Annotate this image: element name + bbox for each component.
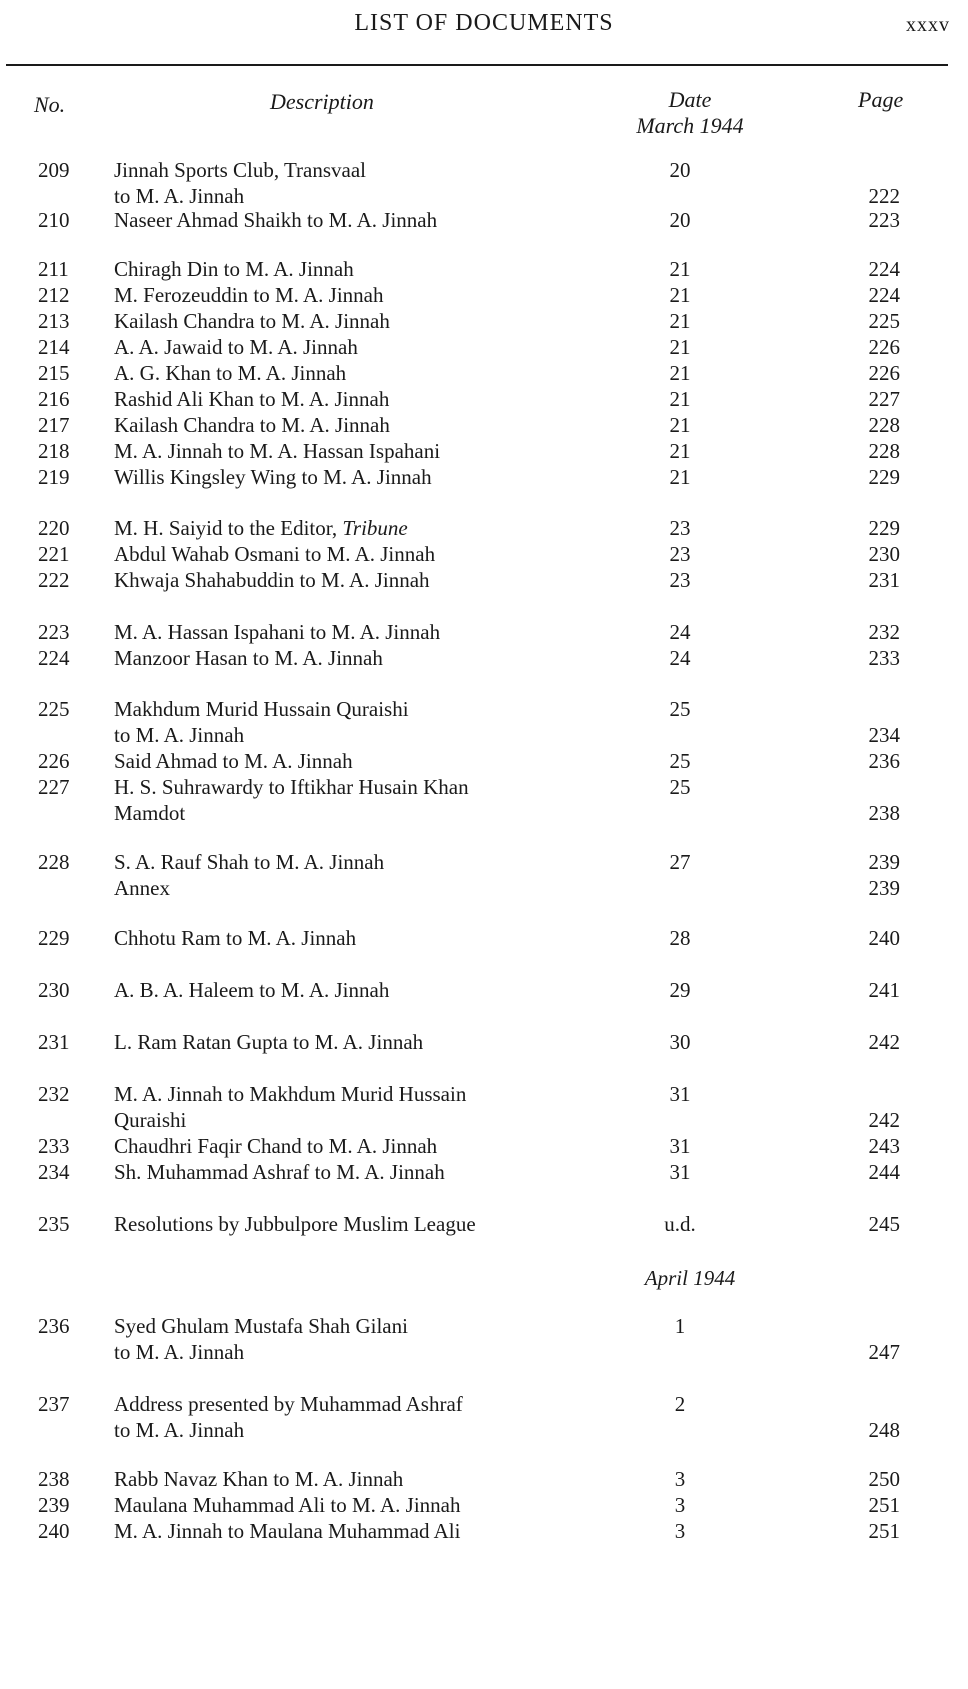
entry-date: 21 [669,257,691,281]
entry-number: 216 [38,387,70,411]
entry-page: 247 [868,1340,900,1364]
entry-date: 2 [674,1392,686,1416]
entry-description: S. A. Rauf Shah to M. A. Jinnah [114,850,385,874]
entry-date: 21 [669,413,691,437]
entry-page: 230 [868,542,900,566]
entry-date: 23 [669,542,691,566]
entry-number: 229 [38,926,70,950]
entry-date: 3 [674,1493,686,1517]
entry-date: 21 [669,361,691,385]
entry-description: Chaudhri Faqir Chand to M. A. Jinnah [114,1134,438,1158]
entry-description: to M. A. Jinnah [114,723,245,747]
entry-description: Rashid Ali Khan to M. A. Jinnah [114,387,390,411]
entry-date: 25 [669,749,691,773]
entry-date: 21 [669,283,691,307]
entry-description: M. Ferozeuddin to M. A. Jinnah [114,283,384,307]
entry-description: Willis Kingsley Wing to M. A. Jinnah [114,465,432,489]
entry-date: 21 [669,465,691,489]
entry-date: 31 [669,1134,691,1158]
entry-description: Kailash Chandra to M. A. Jinnah [114,413,390,437]
header-rule [6,64,948,66]
entry-number: 231 [38,1030,70,1054]
entry-description: Said Ahmad to M. A. Jinnah [114,749,353,773]
entry-date: 29 [669,978,691,1002]
entry-description: Maulana Muhammad Ali to M. A. Jinnah [114,1493,461,1517]
entry-page: 239 [868,850,900,874]
entry-date: 20 [669,158,691,182]
entry-description: Syed Ghulam Mustafa Shah Gilani [114,1314,408,1338]
entry-page: 243 [868,1134,900,1158]
entry-description: Annex [114,876,170,900]
entry-description: A. A. Jawaid to M. A. Jinnah [114,335,358,359]
entry-number: 217 [38,413,70,437]
entry-page: 248 [868,1418,900,1442]
entry-description: Mamdot [114,801,186,825]
entry-page: 228 [868,439,900,463]
entry-description: H. S. Suhrawardy to Iftikhar Husain Khan [114,775,469,799]
entry-number: 234 [38,1160,70,1184]
entry-description: Quraishi [114,1108,187,1132]
entry-number: 235 [38,1212,70,1236]
entry-number: 237 [38,1392,70,1416]
entry-number: 236 [38,1314,70,1338]
entry-number: 213 [38,309,70,333]
entry-description: to M. A. Jinnah [114,1418,245,1442]
entry-number: 232 [38,1082,70,1106]
entry-page: 238 [868,801,900,825]
entry-description: M. A. Hassan Ispahani to M. A. Jinnah [114,620,441,644]
entry-page: 224 [868,283,900,307]
entry-number: 223 [38,620,70,644]
entry-number: 212 [38,283,70,307]
page-header [0,0,968,68]
entry-date: 21 [669,439,691,463]
entry-number: 224 [38,646,70,670]
entry-page: 229 [868,465,900,489]
entry-date: 25 [669,697,691,721]
entry-description: Kailash Chandra to M. A. Jinnah [114,309,390,333]
entry-page: 240 [868,926,900,950]
entry-number: 219 [38,465,70,489]
column-header-date-month: March 1944 [636,113,744,138]
entry-description: M. A. Jinnah to Makhdum Murid Hussain [114,1082,467,1106]
entry-description: Sh. Muhammad Ashraf to M. A. Jinnah [114,1160,445,1184]
entry-date: 21 [669,387,691,411]
entry-page: 236 [868,749,900,773]
entry-description: Jinnah Sports Club, Transvaal [114,158,367,182]
entry-number: 210 [38,208,70,232]
entry-date: u.d. [664,1212,696,1236]
entry-date: 21 [669,309,691,333]
entry-number: 222 [38,568,70,592]
entry-description: M. H. Saiyid to the Editor, Tribune [114,516,408,540]
entry-number: 221 [38,542,70,566]
entry-date: 28 [669,926,691,950]
entry-page: 225 [868,309,900,333]
entry-description: A. G. Khan to M. A. Jinnah [114,361,347,385]
entry-date: 3 [674,1467,686,1491]
entry-description: A. B. A. Haleem to M. A. Jinnah [114,978,390,1002]
entry-page: 251 [868,1493,900,1517]
folio: xxxv [906,14,950,36]
entry-page: 232 [868,620,900,644]
entry-description: Khwaja Shahabuddin to M. A. Jinnah [114,568,430,592]
entry-page: 241 [868,978,900,1002]
entry-page: 242 [868,1030,900,1054]
entry-number: 215 [38,361,70,385]
entry-page: 251 [868,1519,900,1543]
entry-date: 23 [669,568,691,592]
entry-description: to M. A. Jinnah [114,1340,245,1364]
entry-date: 27 [669,850,691,874]
entry-description: Chhotu Ram to M. A. Jinnah [114,926,357,950]
entry-number: 226 [38,749,70,773]
entry-date: 20 [669,208,691,232]
entry-number: 240 [38,1519,70,1543]
entry-number: 228 [38,850,70,874]
column-header-page: Page [858,87,904,112]
entry-page: 244 [868,1160,900,1184]
entry-date: 31 [669,1082,691,1106]
entry-number: 214 [38,335,70,359]
entry-page: 226 [868,361,900,385]
entry-description: M. A. Jinnah to M. A. Hassan Ispahani [114,439,441,463]
entry-date: 24 [669,646,691,670]
entry-description: to M. A. Jinnah [114,184,245,208]
entry-page: 228 [868,413,900,437]
entry-page: 242 [868,1108,900,1132]
column-header-date [625,87,755,139]
entry-number: 238 [38,1467,70,1491]
entry-page: 223 [868,208,900,232]
entry-date: 30 [669,1030,691,1054]
entry-date: 23 [669,516,691,540]
entry-description: Address presented by Muhammad Ashraf [114,1392,463,1416]
entry-number: 211 [38,257,69,281]
running-head: LIST OF DOCUMENTS [354,10,614,36]
column-header-date-label: Date [668,87,712,112]
entry-page: 250 [868,1467,900,1491]
column-header-description: Description [270,89,374,114]
entry-date: 31 [669,1160,691,1184]
entry-description: Naseer Ahmad Shaikh to M. A. Jinnah [114,208,438,232]
entry-number: 220 [38,516,70,540]
entry-page: 245 [868,1212,900,1236]
entry-description: Resolutions by Jubbulpore Muslim League [114,1212,476,1236]
entry-number: 209 [38,158,70,182]
entry-date: 3 [674,1519,686,1543]
entry-number: 227 [38,775,70,799]
entry-description: Makhdum Murid Hussain Quraishi [114,697,409,721]
entry-number: 230 [38,978,70,1002]
entry-description: M. A. Jinnah to Maulana Muhammad Ali [114,1519,461,1543]
entry-number: 239 [38,1493,70,1517]
entry-page: 227 [868,387,900,411]
entry-number: 225 [38,697,70,721]
entry-date: 21 [669,335,691,359]
entry-page: 222 [868,184,900,208]
entry-description: Manzoor Hasan to M. A. Jinnah [114,646,383,670]
entry-description: Chiragh Din to M. A. Jinnah [114,257,354,281]
entry-page: 226 [868,335,900,359]
entry-page: 239 [868,876,900,900]
entry-date: 1 [674,1314,686,1338]
entry-page: 224 [868,257,900,281]
entry-page: 231 [868,568,900,592]
entry-description: Rabb Navaz Khan to M. A. Jinnah [114,1467,404,1491]
entry-date: 25 [669,775,691,799]
entry-number: 218 [38,439,70,463]
month-divider: April 1944 [644,1266,736,1290]
entry-description: L. Ram Ratan Gupta to M. A. Jinnah [114,1030,424,1054]
entry-page: 233 [868,646,900,670]
entry-page: 229 [868,516,900,540]
entry-number: 233 [38,1134,70,1158]
entry-page: 234 [868,723,900,747]
entry-date: 24 [669,620,691,644]
column-header-no: No. [34,92,66,117]
entry-description: Abdul Wahab Osmani to M. A. Jinnah [114,542,436,566]
